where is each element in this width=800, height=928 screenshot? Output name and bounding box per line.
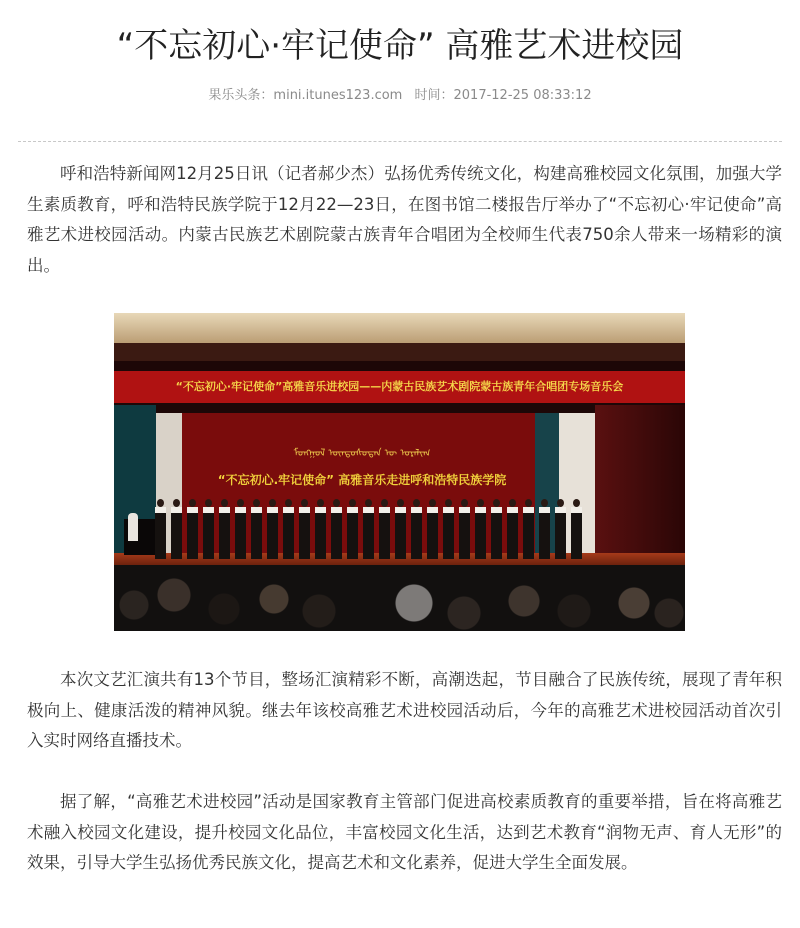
stage-slogan: “不忘初心.牢记使命” 高雅音乐走进呼和浩特民族学院 [217,473,507,487]
singer-head [189,499,196,507]
singer-head [333,499,340,507]
choir-singer [250,499,262,553]
source-label: 果乐头条： [208,88,274,103]
singer-head [253,499,260,507]
singer-robe [187,507,198,559]
singer-head [157,499,164,507]
article-title: “不忘初心·牢记使命” 高雅艺术进校园 [116,26,684,66]
singer-robe [267,507,278,559]
singer-head [413,499,420,507]
singer-robe [315,507,326,559]
choir-singer [410,499,422,553]
choir-singer [474,499,486,553]
photo-ceiling [114,313,685,345]
concert-photo [114,313,685,631]
singer-head [173,499,180,507]
singer-robe [459,507,470,559]
singer-head [237,499,244,507]
time-label: 时间： [414,88,454,103]
article-paragraph: 据了解，“高雅艺术进校园”活动是国家教育主管部门促进高校素质教育的重要举措，旨在将高雅艺术融入校园文化建设，提升校园文化品位，丰富校园文化生活，达到艺术教育“润物无声、育人无形”的效果，引导大学生弘扬优秀民族文化，提高艺术和文化素养，促进大学生全面发展。 [27,792,782,873]
choir-singer [314,499,326,553]
singer-robe [427,507,438,559]
choir-singer [458,499,470,553]
singer-robe [235,507,246,559]
choir-singer [570,499,582,553]
singer-robe [395,507,406,559]
source-info [208,88,402,103]
choir-singer [490,499,502,553]
pianist [128,513,138,541]
singer-robe [491,507,502,559]
singer-robe [475,507,486,559]
choir-singer [266,499,278,553]
source-site-link[interactable]: mini.itunes123.com [273,88,403,103]
singer-head [477,499,484,507]
singer-robe [203,507,214,559]
photo-ceiling-lights [114,343,685,361]
singer-robe [571,507,582,559]
singer-robe [523,507,534,559]
choir-singer [202,499,214,553]
singer-head [205,499,212,507]
singer-head [269,499,276,507]
article-paragraph: 呼和浩特新闻网12月25日讯（记者郝少杰）弘扬优秀传统文化，构建高雅校园文化氛围，加强大学生素质教育，呼和浩特民族学院于12月22—23日，在图书馆二楼报告厅举办了“不忘初心·牢记使命”高雅艺术进校园活动。内蒙古民族艺术剧院蒙古族青年合唱团为全校师生代表750余人带来一场精彩的演出。 [27,164,782,275]
singer-head [397,499,404,507]
singer-head [381,499,388,507]
time-value: 2017-12-25 08:33:12 [453,88,592,103]
choir-singer [538,499,550,553]
singer-head [557,499,564,507]
singer-robe [363,507,374,559]
singer-head [509,499,516,507]
choir-singer [426,499,438,553]
singer-robe [539,507,550,559]
singer-robe [347,507,358,559]
singer-head [445,499,452,507]
choir-singer [394,499,406,553]
singer-robe [251,507,262,559]
choir-singer [442,499,454,553]
choir-singer [298,499,310,553]
choir [154,499,584,555]
singer-head [493,499,500,507]
choir-singer [362,499,374,553]
singer-head [317,499,324,507]
singer-head [349,499,356,507]
choir-singer [218,499,230,553]
photo-curtain-right [595,405,685,565]
singer-robe [219,507,230,559]
choir-singer [282,499,294,553]
singer-head [573,499,580,507]
singer-robe [379,507,390,559]
photo-banner: “不忘初心·牢记使命”高雅音乐进校园——内蒙古民族艺术剧院蒙古族青年合唱团专场音乐会 [114,371,685,403]
choir-singer [154,499,166,553]
singer-robe [443,507,454,559]
singer-robe [411,507,422,559]
singer-robe [155,507,166,559]
singer-robe [555,507,566,559]
mongolian-script: ᠮᠣᠩᠭᠣᠯ ᠦᠨᠳᠦᠰᠦᠲᠡᠨ ᠦ ᠤᠷᠠᠯᠢᠭ [293,448,431,459]
singer-robe [283,507,294,559]
choir-singer [346,499,358,553]
choir-singer [234,499,246,553]
choir-singer [506,499,518,553]
choir-singer [522,499,534,553]
singer-robe [171,507,182,559]
article-paragraph: 本次文艺汇演共有13个节目，整场汇演精彩不断，高潮迭起，节目融合了民族传统，展现了青年积极向上、健康活泼的精神风貌。继去年该校高雅艺术进校园活动后，今年的高雅艺术进校园活动首次引入实时网络直播技术。 [27,670,782,751]
singer-head [365,499,372,507]
singer-head [301,499,308,507]
choir-singer [554,499,566,553]
choir-singer [186,499,198,553]
choir-singer [378,499,390,553]
singer-head [285,499,292,507]
publish-time [415,88,592,103]
singer-robe [331,507,342,559]
singer-head [461,499,468,507]
singer-robe [507,507,518,559]
singer-head [541,499,548,507]
singer-robe [299,507,310,559]
singer-head [429,499,436,507]
title-divider [18,141,782,142]
article-meta [0,86,800,106]
singer-head [525,499,532,507]
choir-singer [170,499,182,553]
choir-singer [330,499,342,553]
singer-head [221,499,228,507]
audience [114,565,685,631]
